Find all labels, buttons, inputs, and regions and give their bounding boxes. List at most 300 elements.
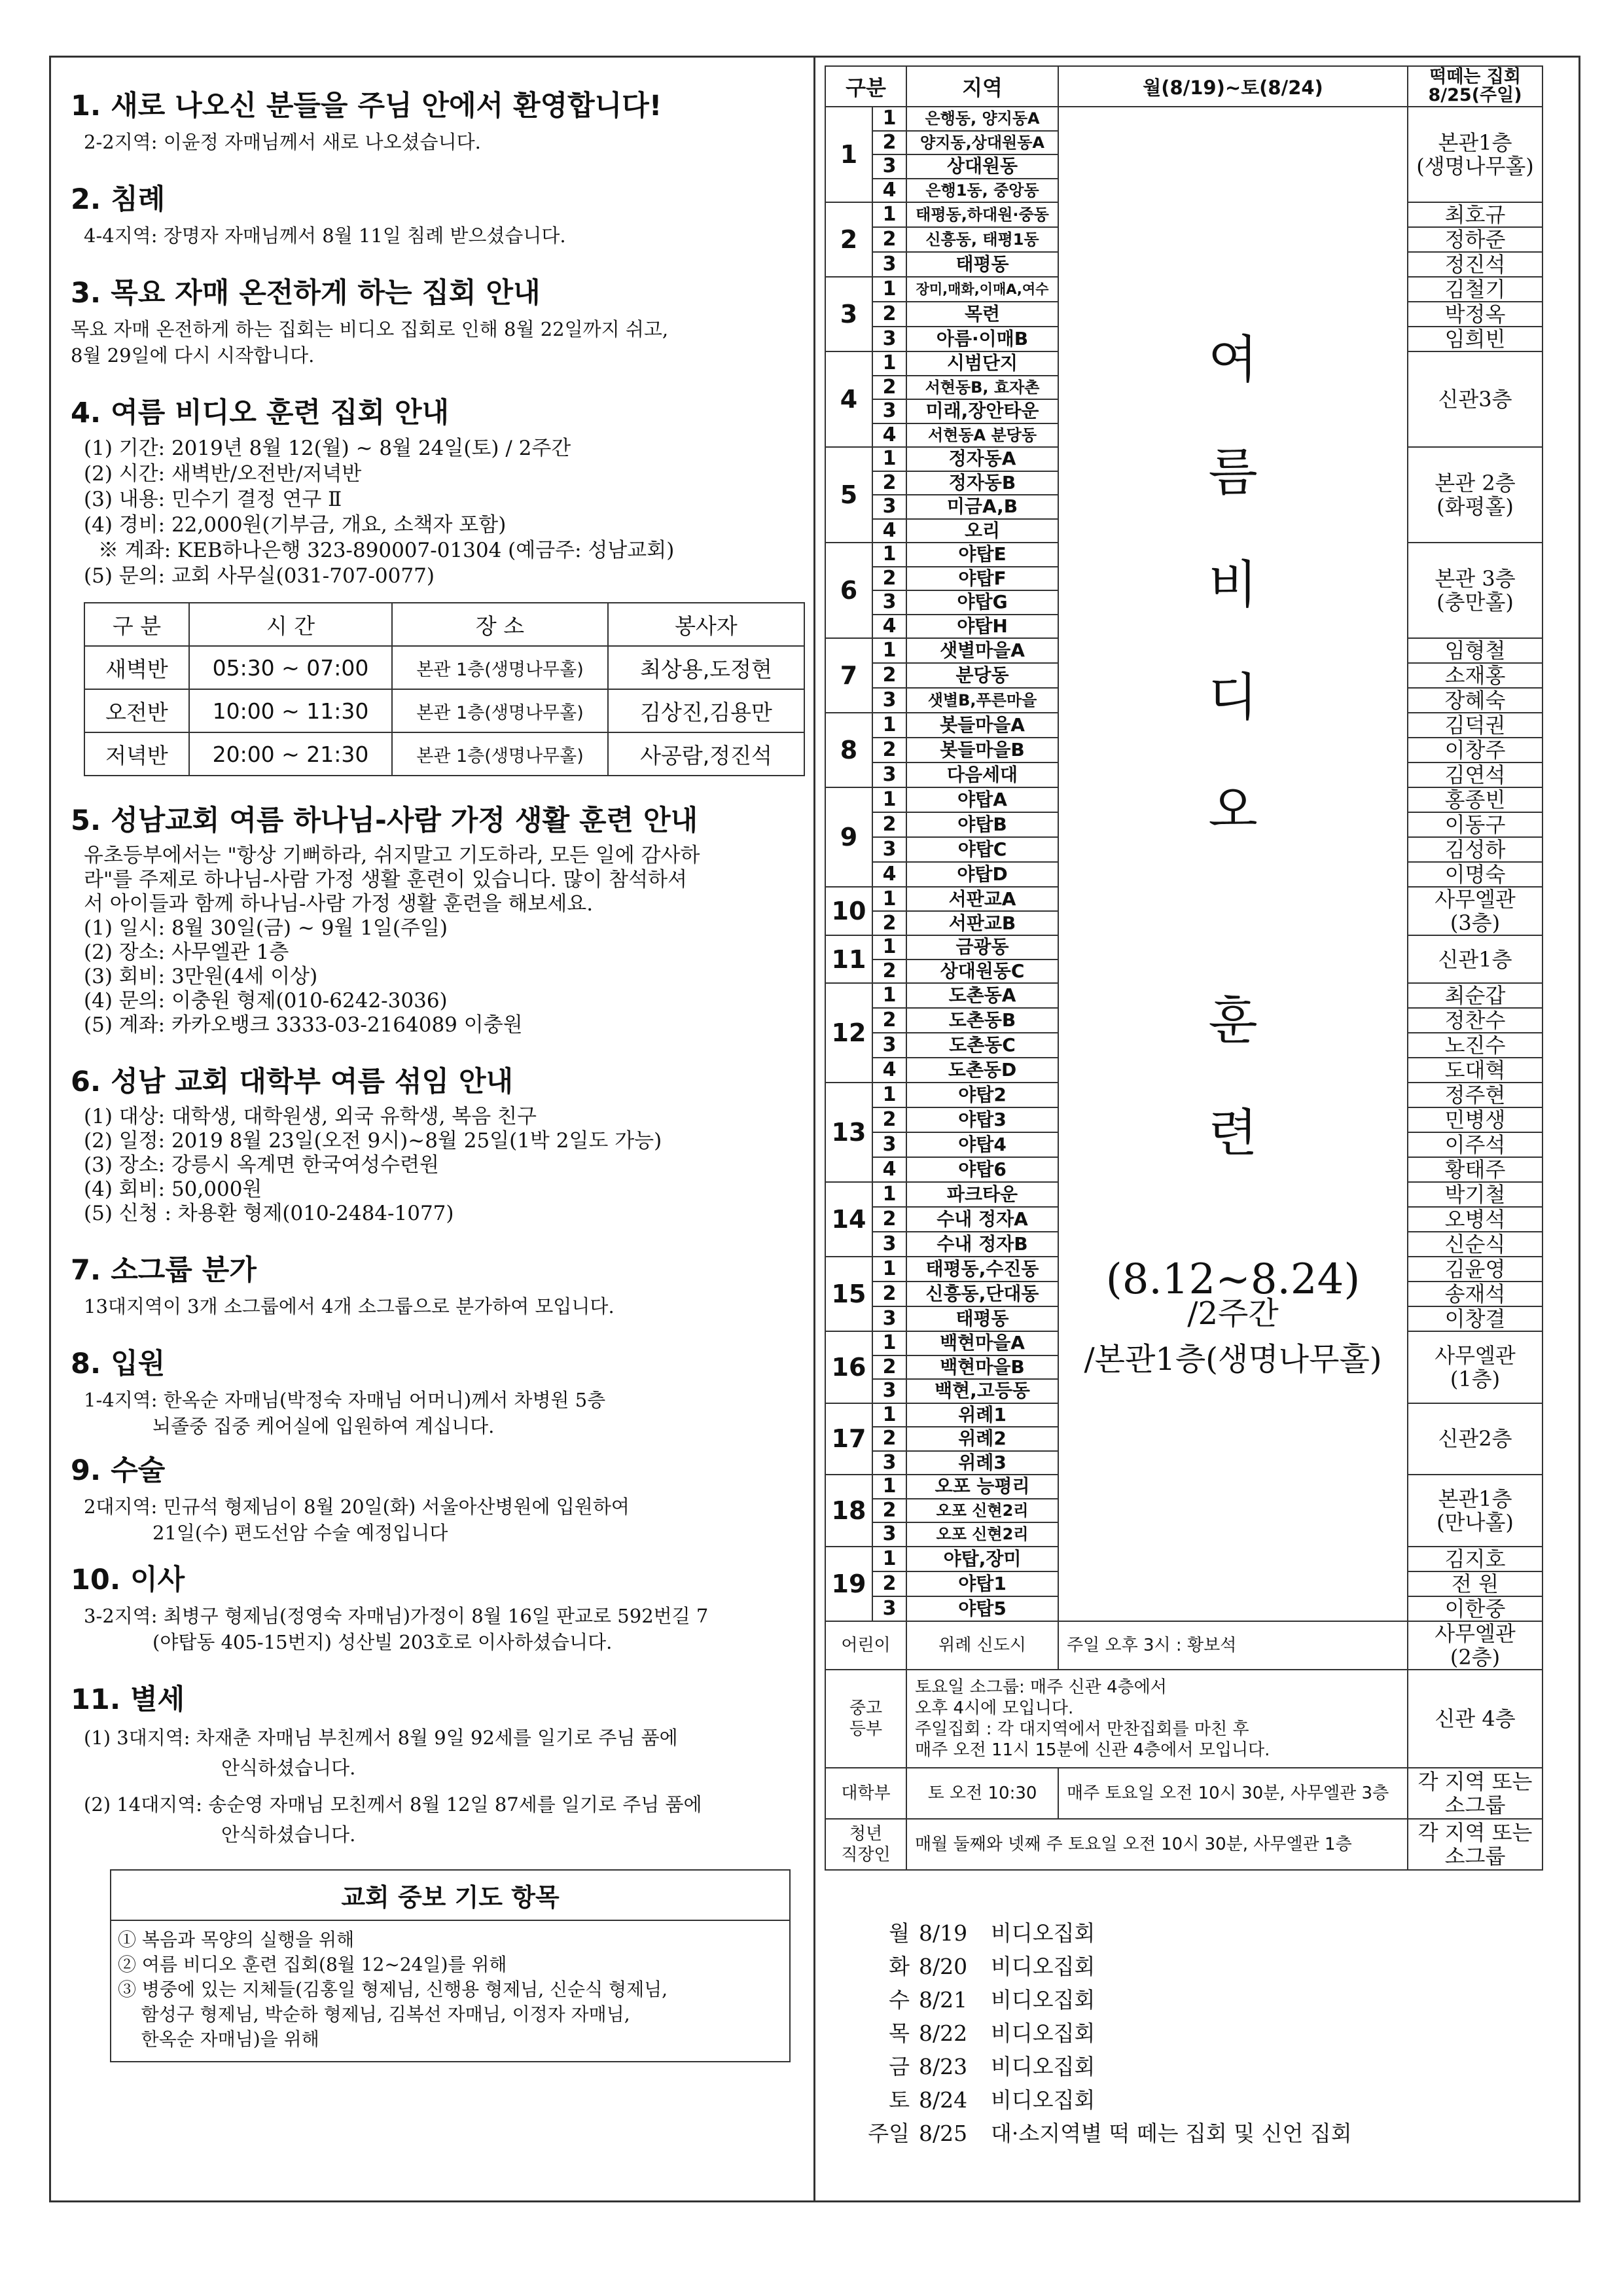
subgroup-number: 3 xyxy=(872,1451,906,1475)
section-text: 21일(수) 편도선암 수술 예정입니다 xyxy=(152,1522,448,1544)
prayer-item: 함성구 형제님, 박순하 형제님, 김복선 자매님, 이정자 자매님, xyxy=(118,2003,630,2025)
subgroup-number: 3 xyxy=(872,1379,906,1403)
subgroup-number: 2 xyxy=(872,131,906,155)
table-cell: 본관 1층(생명나무홀) xyxy=(392,689,608,732)
sunday-meeting-cell: 사무엘관 (1층) xyxy=(1408,1331,1543,1403)
week-event: 비디오집회 xyxy=(991,2020,1096,2046)
subgroup-number: 3 xyxy=(872,252,906,277)
section-moving xyxy=(71,1558,794,1655)
sunday-meeting-cell: 임형철 xyxy=(1408,638,1543,663)
section-text: (5) 문의: 교회 사무실(031-707-0077) xyxy=(84,564,435,588)
week-day: 토 xyxy=(889,2087,910,2113)
subgroup-number: 3 xyxy=(872,1232,906,1257)
district-number: 13 xyxy=(825,1083,872,1182)
region-name: 서현동A 분당동 xyxy=(906,423,1058,448)
region-name: 오리 xyxy=(906,519,1058,543)
section-text: 1-4지역: 한옥순 자매님(박정숙 자매님 어머니)께서 차병원 5층 xyxy=(84,1389,606,1411)
section-surgery xyxy=(71,1448,794,1546)
week-day: 주일 xyxy=(868,2120,910,2146)
teen-sunday: 신관 4층 xyxy=(1408,1670,1543,1768)
region-name: 위례3 xyxy=(906,1451,1058,1475)
section-text: 안식하셨습니다. xyxy=(221,1823,356,1846)
sunday-meeting-cell: 이창주 xyxy=(1408,738,1543,762)
region-name: 상대원동C xyxy=(906,960,1058,984)
prayer-item: ① 복음과 목양의 실행을 위해 xyxy=(118,1929,355,1950)
sunday-meeting-cell: 이명숙 xyxy=(1408,862,1543,887)
table-cell: 오전반 xyxy=(84,689,189,732)
district-number: 4 xyxy=(825,351,872,447)
subgroup-number: 4 xyxy=(872,1157,906,1182)
region-name: 도촌동B xyxy=(906,1008,1058,1033)
table-row xyxy=(84,689,804,732)
table-row xyxy=(84,646,804,689)
section-text: (4) 경비: 22,000원(기부금, 개요, 소책자 포함) xyxy=(84,513,507,537)
training-schedule-table xyxy=(84,602,805,776)
district-number: 2 xyxy=(825,202,872,277)
subgroup-number: 2 xyxy=(872,1499,906,1523)
subgroup-number: 2 xyxy=(872,1571,906,1596)
week-item xyxy=(864,2050,1569,2083)
region-name: 양지동,상대원동A xyxy=(906,131,1058,155)
prayer-item: ② 여름 비디오 훈련 집회(8월 12~24일)를 위해 xyxy=(118,1954,507,1975)
district-number: 10 xyxy=(825,887,872,935)
region-name: 야탑4 xyxy=(906,1132,1058,1157)
subgroup-number: 2 xyxy=(872,960,906,984)
week-date: 8/19 xyxy=(919,1920,968,1946)
week-item xyxy=(864,1983,1569,2017)
section-hospitalization xyxy=(71,1342,794,1439)
region-name: 아름·이매B xyxy=(906,327,1058,351)
week-date: 8/23 xyxy=(919,2053,968,2079)
section-title: 3. 목요 자매 온전하게 하는 집회 안내 xyxy=(71,277,541,310)
subgroup-number: 1 xyxy=(872,887,906,911)
training-title-char: 디 xyxy=(1208,668,1258,727)
subgroup-number: 3 xyxy=(872,1033,906,1058)
subgroup-number: 2 xyxy=(872,1282,906,1306)
subgroup-number: 1 xyxy=(872,1083,906,1107)
district-number: 17 xyxy=(825,1403,872,1475)
training-duration: /2주간 xyxy=(1187,1295,1279,1332)
district-number: 1 xyxy=(825,107,872,202)
region-name: 분당동 xyxy=(906,663,1058,688)
section-text: (1) 3대지역: 차재춘 자매님 부친께서 8월 9일 92세를 일기로 주님 품에 xyxy=(84,1727,678,1749)
section-text: (1) 기간: 2019년 8월 12(월) ~ 8월 24일(토) / 2주간 xyxy=(84,437,571,460)
sunday-meeting-cell: 김지호 xyxy=(1408,1547,1543,1571)
subgroup-number: 1 xyxy=(872,202,906,227)
subgroup-number: 2 xyxy=(872,471,906,495)
region-name: 미래,장안타운 xyxy=(906,399,1058,423)
section-text: 뇌졸중 집중 케어실에 입원하여 계십니다. xyxy=(152,1415,495,1437)
section-text: (5) 신청 : 차용환 형제(010-2484-1077) xyxy=(84,1202,454,1225)
district-meeting-table xyxy=(825,65,1543,1871)
table-row xyxy=(84,732,804,776)
region-name: 시범단지 xyxy=(906,351,1058,376)
university-time: 토 오전 10:30 xyxy=(906,1768,1058,1819)
region-name: 장미,매화,이매A,여수 xyxy=(906,277,1058,302)
district-number: 5 xyxy=(825,447,872,543)
subgroup-number: 2 xyxy=(872,376,906,400)
region-name: 백현마을A xyxy=(906,1331,1058,1355)
region-name: 신흥동, 태평1동 xyxy=(906,227,1058,252)
sunday-meeting-cell: 이주석 xyxy=(1408,1132,1543,1157)
sunday-meeting-cell: 신관2층 xyxy=(1408,1403,1543,1475)
sunday-meeting-cell: 노진수 xyxy=(1408,1033,1543,1058)
training-title-char: 여 xyxy=(1208,331,1258,389)
sunday-meeting-cell: 홍종빈 xyxy=(1408,787,1543,812)
subgroup-number: 2 xyxy=(872,812,906,837)
section-text: 8월 29일에 다시 시작합니다. xyxy=(71,344,315,367)
subgroup-number: 1 xyxy=(872,107,906,131)
district-number: 15 xyxy=(825,1257,872,1331)
region-name: 백현마을B xyxy=(906,1355,1058,1380)
sunday-meeting-cell: 신순식 xyxy=(1408,1232,1543,1257)
section-baptism xyxy=(71,177,794,249)
table-header: 장 소 xyxy=(392,603,608,646)
sunday-meeting-cell: 박정옥 xyxy=(1408,302,1543,327)
sunday-meeting-cell: 김연석 xyxy=(1408,762,1543,787)
district-number: 6 xyxy=(825,543,872,638)
sunday-meeting-cell: 본관 3층 (충만홀) xyxy=(1408,543,1543,638)
subgroup-number: 4 xyxy=(872,1058,906,1083)
table-cell: 10:00 ~ 11:30 xyxy=(189,689,392,732)
subgroup-number: 2 xyxy=(872,567,906,591)
section-text: (2) 일정: 2019 8월 23일(오전 9시)~8월 25일(1박 2일도 가능) xyxy=(84,1129,662,1153)
prayer-title: 교회 중보 기도 항목 xyxy=(111,1871,789,1921)
prayer-item: ③ 병중에 있는 지체들(김홍일 형제님, 신행용 형제님, 신순식 형제님, xyxy=(118,1979,668,2000)
district-number: 14 xyxy=(825,1182,872,1257)
region-name: 야탑A xyxy=(906,787,1058,812)
region-name: 봇들마을B xyxy=(906,738,1058,762)
sunday-meeting-cell: 장혜숙 xyxy=(1408,688,1543,713)
sunday-meeting-cell: 오병석 xyxy=(1408,1207,1543,1232)
week-event: 비디오집회 xyxy=(991,2087,1096,2113)
section-text: (3) 회비: 3만원(4세 이상) xyxy=(84,965,318,988)
section-title: 1. 새로 나오신 분들을 주님 안에서 환영합니다! xyxy=(71,90,662,122)
kids-time: 주일 오후 3시 : 황보석 xyxy=(1058,1621,1408,1670)
sunday-meeting-cell: 최순갑 xyxy=(1408,983,1543,1008)
district-number: 18 xyxy=(825,1475,872,1547)
prayer-box xyxy=(110,1869,791,2062)
header-sunday: 떡떼는 집회 8/25(주일) xyxy=(1408,66,1543,107)
week-item xyxy=(864,1950,1569,1983)
section-text: 13대지역이 3개 소그룹에서 4개 소그룹으로 분가하여 모입니다. xyxy=(84,1295,615,1318)
region-name: 태평동 xyxy=(906,252,1058,277)
week-date: 8/24 xyxy=(919,2087,968,2113)
sunday-meeting-cell: 정진석 xyxy=(1408,252,1543,277)
subgroup-number: 4 xyxy=(872,423,906,448)
subgroup-number: 3 xyxy=(872,154,906,179)
training-title-char: 오 xyxy=(1208,781,1258,840)
announcements-column xyxy=(51,58,815,2200)
subgroup-number: 1 xyxy=(872,1331,906,1355)
subgroup-number: 3 xyxy=(872,590,906,615)
section-video-training xyxy=(71,391,794,776)
subgroup-number: 4 xyxy=(872,179,906,203)
bulletin-page xyxy=(49,56,1580,2202)
week-event: 비디오집회 xyxy=(991,2053,1096,2079)
prayer-item: 한옥순 자매님)을 위해 xyxy=(118,2028,319,2050)
subgroup-number: 2 xyxy=(872,1355,906,1380)
sunday-meeting-cell: 신관1층 xyxy=(1408,935,1543,983)
region-name: 야탑6 xyxy=(906,1157,1058,1182)
subgroup-number: 1 xyxy=(872,1475,906,1499)
table-cell: 김상진,김용만 xyxy=(608,689,804,732)
section-text: (2) 14대지역: 송순영 자매님 모친께서 8월 12일 87세를 일기로 주님 품에 xyxy=(84,1793,702,1816)
district-number: 3 xyxy=(825,277,872,351)
training-title-char: 훈 xyxy=(1208,992,1258,1050)
teen-label: 중고 등부 xyxy=(825,1670,906,1768)
region-name: 정자동B xyxy=(906,471,1058,495)
region-name: 봇들마을A xyxy=(906,713,1058,738)
section-text: 유초등부에서는 "항상 기뻐하라, 쉬지말고 기도하라, 모든 일에 감사하 xyxy=(84,844,700,867)
kids-label: 어린이 xyxy=(825,1621,906,1670)
region-name: 오포 신현2리 xyxy=(906,1499,1058,1523)
week-day: 화 xyxy=(889,1953,910,1979)
subgroup-number: 1 xyxy=(872,1182,906,1207)
subgroup-number: 1 xyxy=(872,787,906,812)
subgroup-number: 3 xyxy=(872,837,906,862)
header-category: 구분 xyxy=(825,66,906,107)
table-cell: 최상용,도정현 xyxy=(608,646,804,689)
region-name: 태평동 xyxy=(906,1306,1058,1331)
region-name: 도촌동D xyxy=(906,1058,1058,1083)
section-title: 5. 성남교회 여름 하나님-사람 가정 생활 훈련 안내 xyxy=(71,804,698,837)
table-cell: 사공람,정진석 xyxy=(608,732,804,776)
prayer-list xyxy=(111,1921,789,2061)
young-adult-sunday: 각 지역 또는 소그룹 xyxy=(1408,1819,1543,1870)
sunday-meeting-cell: 본관1층 (만나홀) xyxy=(1408,1475,1543,1547)
university-row xyxy=(825,1768,1543,1819)
week-item xyxy=(864,2117,1569,2150)
section-text: (야탑동 405-15번지) 성산빌 203호로 이사하셨습니다. xyxy=(152,1631,613,1653)
region-name: 야탑B xyxy=(906,812,1058,837)
table-header: 봉사자 xyxy=(608,603,804,646)
week-date: 8/25 xyxy=(919,2120,968,2146)
subgroup-number: 2 xyxy=(872,302,906,327)
young-adult-text: 매월 둘째와 넷째 주 토요일 오전 10시 30분, 사무엘관 1층 xyxy=(906,1819,1408,1870)
teen-text: 토요일 소그룹: 매주 신관 4층에서 오후 4시에 모입니다. 주일집회 : 각 대지역에서 만찬집회를 마친 후 매주 오전 11시 15분에 신관 4층에서 모입니다. xyxy=(906,1670,1408,1768)
region-name: 서판교B xyxy=(906,911,1058,935)
region-name: 서현동B, 효자촌 xyxy=(906,376,1058,400)
subgroup-number: 3 xyxy=(872,399,906,423)
table-header: 시 간 xyxy=(189,603,392,646)
week-day: 금 xyxy=(889,2053,910,2079)
region-name: 야탑C xyxy=(906,837,1058,862)
header-weekdays: 월(8/19)~토(8/24) xyxy=(1058,66,1408,107)
section-title: 10. 이사 xyxy=(71,1564,185,1596)
section-thursday-meeting xyxy=(71,271,794,368)
sunday-meeting-cell: 정하준 xyxy=(1408,227,1543,252)
subgroup-number: 2 xyxy=(872,911,906,935)
week-item xyxy=(864,1916,1569,1950)
region-name: 금광동 xyxy=(906,935,1058,960)
region-name: 야탑2 xyxy=(906,1083,1058,1107)
section-text: (2) 장소: 사무엘관 1층 xyxy=(84,941,289,964)
week-event: 비디오집회 xyxy=(991,1986,1096,2013)
section-text: 목요 자매 온전하게 하는 집회는 비디오 집회로 인해 8월 22일까지 쉬고, xyxy=(71,318,669,340)
region-name: 수내 정자B xyxy=(906,1232,1058,1257)
sunday-meeting-cell: 사무엘관 (3층) xyxy=(1408,887,1543,935)
district-number: 11 xyxy=(825,935,872,983)
region-name: 목련 xyxy=(906,302,1058,327)
training-title-char: 련 xyxy=(1208,1104,1258,1163)
region-name: 정자동A xyxy=(906,447,1058,471)
section-text: (1) 대상: 대학생, 대학원생, 외국 유학생, 복음 친구 xyxy=(84,1105,537,1128)
sunday-meeting-cell: 이동구 xyxy=(1408,812,1543,837)
section-passing xyxy=(71,1677,794,1850)
section-text: 4-4지역: 장명자 자매님께서 8월 11일 침례 받으셨습니다. xyxy=(84,224,566,247)
training-title-char: 비 xyxy=(1208,556,1258,615)
week-event: 대·소지역별 떡 떼는 집회 및 신언 집회 xyxy=(991,2120,1352,2146)
kids-row xyxy=(825,1621,1543,1670)
section-text: (3) 장소: 강릉시 옥계면 한국여성수련원 xyxy=(84,1153,439,1177)
region-name: 도촌동C xyxy=(906,1033,1058,1058)
region-name: 야탑3 xyxy=(906,1107,1058,1132)
region-name: 야탑F xyxy=(906,567,1058,591)
region-name: 야탑1 xyxy=(906,1571,1058,1596)
young-adult-label: 청년 직장인 xyxy=(825,1819,906,1870)
region-name: 샛별마을A xyxy=(906,638,1058,663)
sunday-meeting-cell: 정찬수 xyxy=(1408,1008,1543,1033)
section-welcome xyxy=(71,84,794,155)
region-name: 상대원동 xyxy=(906,154,1058,179)
table-cell: 본관 1층(생명나무홀) xyxy=(392,646,608,689)
subgroup-number: 3 xyxy=(872,495,906,519)
region-name: 서판교A xyxy=(906,887,1058,911)
subgroup-number: 1 xyxy=(872,1257,906,1282)
sunday-meeting-cell: 도대혁 xyxy=(1408,1058,1543,1083)
section-text: 2-2지역: 이윤정 자매님께서 새로 나오셨습니다. xyxy=(84,131,481,153)
district-number: 8 xyxy=(825,713,872,787)
region-name: 수내 정자A xyxy=(906,1207,1058,1232)
sunday-meeting-cell: 황태주 xyxy=(1408,1157,1543,1182)
training-title-char: 름 xyxy=(1208,443,1258,502)
video-training-cell xyxy=(1058,107,1408,1621)
sunday-meeting-cell: 김철기 xyxy=(1408,277,1543,302)
section-small-group xyxy=(71,1248,794,1319)
subgroup-number: 2 xyxy=(872,1107,906,1132)
subgroup-number: 4 xyxy=(872,519,906,543)
region-name: 위례2 xyxy=(906,1427,1058,1451)
region-name: 파크타운 xyxy=(906,1182,1058,1207)
section-text: (4) 문의: 이충원 형제(010-6242-3036) xyxy=(84,989,448,1013)
region-name: 야탑H xyxy=(906,615,1058,639)
subgroup-number: 2 xyxy=(872,738,906,762)
kids-sunday: 사무엘관 (2층) xyxy=(1408,1621,1543,1670)
section-text: (5) 계좌: 카카오뱅크 3333-03-2164089 이충원 xyxy=(84,1013,523,1037)
region-name: 야탑5 xyxy=(906,1596,1058,1621)
region-name: 야탑G xyxy=(906,590,1058,615)
subgroup-number: 2 xyxy=(872,1207,906,1232)
table-cell: 새벽반 xyxy=(84,646,189,689)
district-number: 9 xyxy=(825,787,872,887)
district-number: 19 xyxy=(825,1547,872,1621)
table-cell: 본관 1층(생명나무홀) xyxy=(392,732,608,776)
subgroup-number: 1 xyxy=(872,935,906,960)
subgroup-number: 1 xyxy=(872,351,906,376)
district-row xyxy=(825,107,1543,131)
subgroup-number: 2 xyxy=(872,1427,906,1451)
sunday-meeting-cell: 이한중 xyxy=(1408,1596,1543,1621)
region-name: 오포 능평리 xyxy=(906,1475,1058,1499)
subgroup-number: 4 xyxy=(872,615,906,639)
section-text: (3) 내용: 민수기 결정 연구 Ⅱ xyxy=(84,488,342,511)
section-title: 4. 여름 비디오 훈련 집회 안내 xyxy=(71,397,450,429)
region-name: 신흥동,단대동 xyxy=(906,1282,1058,1306)
university-sunday: 각 지역 또는 소그룹 xyxy=(1408,1768,1543,1819)
section-university-retreat xyxy=(71,1060,794,1226)
region-name: 다음세대 xyxy=(906,762,1058,787)
training-dates: (8.12~8.24) xyxy=(1105,1255,1361,1304)
week-item xyxy=(864,2017,1569,2050)
sunday-meeting-cell: 김성하 xyxy=(1408,837,1543,862)
week-day: 목 xyxy=(889,2020,910,2046)
region-name: 샛별B,푸른마을 xyxy=(906,688,1058,713)
sunday-meeting-cell: 최호규 xyxy=(1408,202,1543,227)
sunday-meeting-cell: 소재홍 xyxy=(1408,663,1543,688)
sunday-meeting-cell: 신관3층 xyxy=(1408,351,1543,447)
sunday-meeting-cell: 이창결 xyxy=(1408,1306,1543,1331)
sunday-meeting-cell: 임희빈 xyxy=(1408,327,1543,351)
subgroup-number: 1 xyxy=(872,713,906,738)
week-date: 8/21 xyxy=(919,1986,968,2013)
subgroup-number: 3 xyxy=(872,1596,906,1621)
district-number: 16 xyxy=(825,1331,872,1403)
section-title: 9. 수술 xyxy=(71,1454,166,1487)
section-title: 2. 침례 xyxy=(71,183,166,216)
sunday-meeting-cell: 송재석 xyxy=(1408,1282,1543,1306)
sunday-meeting-cell: 민병생 xyxy=(1408,1107,1543,1132)
header-region: 지역 xyxy=(906,66,1058,107)
table-cell: 05:30 ~ 07:00 xyxy=(189,646,392,689)
university-label: 대학부 xyxy=(825,1768,906,1819)
subgroup-number: 3 xyxy=(872,762,906,787)
region-name: 태평동,수진동 xyxy=(906,1257,1058,1282)
table-header: 구 분 xyxy=(84,603,189,646)
section-title: 11. 별세 xyxy=(71,1683,185,1716)
subgroup-number: 1 xyxy=(872,1403,906,1427)
sunday-meeting-cell: 정주현 xyxy=(1408,1083,1543,1107)
sunday-meeting-cell: 본관 2층 (화평홀) xyxy=(1408,447,1543,543)
region-name: 오포 신현2리 xyxy=(906,1522,1058,1547)
week-date: 8/20 xyxy=(919,1953,968,1979)
region-name: 은행1동, 중앙동 xyxy=(906,179,1058,203)
subgroup-number: 2 xyxy=(872,227,906,252)
region-name: 야탑E xyxy=(906,543,1058,567)
district-number: 12 xyxy=(825,983,872,1083)
subgroup-number: 1 xyxy=(872,638,906,663)
table-cell: 20:00 ~ 21:30 xyxy=(189,732,392,776)
section-text: 라"를 주제로 하나님-사람 가정 생활 훈련이 있습니다. 많이 참석하셔 xyxy=(84,868,687,891)
section-title: 8. 입원 xyxy=(71,1348,166,1380)
region-name: 태평동,하대원·중동 xyxy=(906,202,1058,227)
section-text: 안식하셨습니다. xyxy=(221,1757,356,1779)
teen-row xyxy=(825,1670,1543,1768)
table-cell: 저녁반 xyxy=(84,732,189,776)
subgroup-number: 1 xyxy=(872,543,906,567)
schedule-column xyxy=(815,58,1578,2200)
region-name: 야탑D xyxy=(906,862,1058,887)
subgroup-number: 2 xyxy=(872,663,906,688)
section-title: 7. 소그룹 분가 xyxy=(71,1254,257,1287)
sunday-meeting-cell: 김덕권 xyxy=(1408,713,1543,738)
section-text: (2) 시간: 새벽반/오전반/저녁반 xyxy=(84,462,362,486)
region-name: 백현,고등동 xyxy=(906,1379,1058,1403)
region-name: 은행동, 양지동A xyxy=(906,107,1058,131)
section-family-training xyxy=(71,798,794,1037)
region-name: 도촌동A xyxy=(906,983,1058,1008)
subgroup-number: 1 xyxy=(872,277,906,302)
